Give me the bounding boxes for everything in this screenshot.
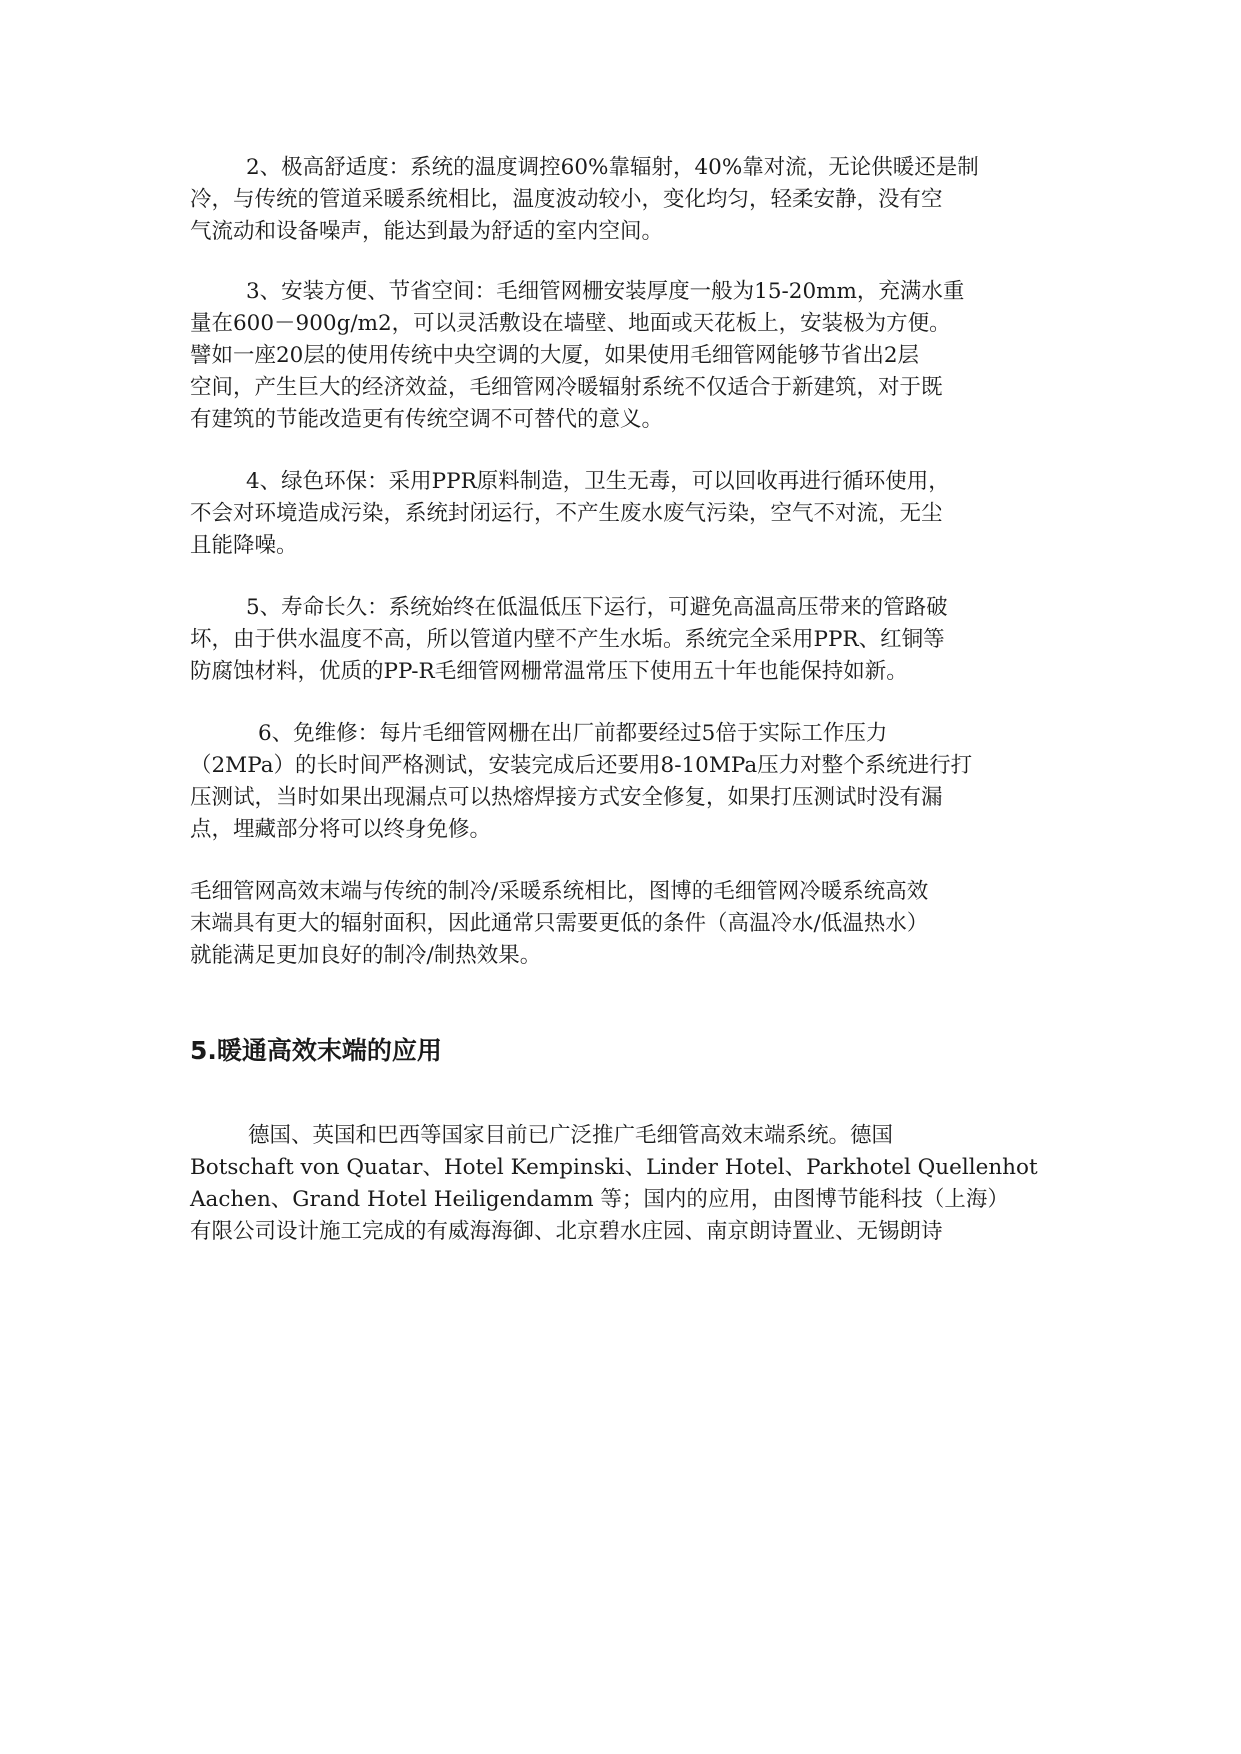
paragraph-lifespan [190,592,1070,688]
paragraph-line: Aachen、Grand Hotel Heiligendamm 等；国内的应用，由图博节能科技（上海） [190,1187,1009,1212]
paragraph-line: 就能满足更加良好的制冷/制热效果。 [190,943,542,968]
paragraph-line: 量在600－900g/m2，可以灵活敷设在墙壁、地面或天花板上，安装极为方便。 [190,311,951,336]
paragraph-line: 压测试，当时如果出现漏点可以热熔焊接方式安全修复，如果打压测试时没有漏 [190,785,943,810]
paragraph-line: 且能降噪。 [190,533,298,558]
paragraph-line: 5、寿命长久：系统始终在低温低压下运行，可避免高温高压带来的管路破 [246,595,948,620]
paragraph-line: 有建筑的节能改造更有传统空调不可替代的意义。 [190,407,664,432]
paragraph-line: 末端具有更大的辐射面积，因此通常只需要更低的条件（高温冷水/低温热水） [190,911,929,936]
paragraph-line: 3、安装方便、节省空间：毛细管网栅安装厚度一般为15-20mm，充满水重 [246,279,965,304]
paragraph-line: 2、极高舒适度：系统的温度调控60%靠辐射，40%靠对流，无论供暖还是制 [246,155,979,180]
paragraph-line: 不会对环境造成污染，系统封闭运行，不产生废水废气污染，空气不对流，无尘 [190,501,943,526]
paragraph-line: 点，埋藏部分将可以终身免修。 [190,817,492,842]
paragraph-installation [190,276,1070,436]
paragraph-line: 譬如一座20层的使用传统中央空调的大厦，如果使用毛细管网能够节省出2层 [190,343,920,368]
paragraph-line: （2MPa）的长时间严格测试，安装完成后还要用8-10MPa压力对整个系统进行打 [190,753,973,778]
paragraph-line: 4、绿色环保：采用PPR原料制造，卫生无毒，可以回收再进行循环使用， [246,469,950,494]
paragraph-line: 气流动和设备噪声，能达到最为舒适的室内空间。 [190,219,664,244]
paragraph-line: 德国、英国和巴西等国家目前已广泛推广毛细管高效末端系统。德国 [248,1123,894,1148]
paragraph-line: 空间，产生巨大的经济效益，毛细管网冷暖辐射系统不仅适合于新建筑，对于既 [190,375,943,400]
paragraph-line: 6、免维修：每片毛细管网栅在出厂前都要经过5倍于实际工作压力 [258,721,888,746]
paragraph-comparison [190,876,1070,972]
paragraph-maintenance-free [190,718,1070,846]
paragraph-applications [190,1120,1070,1248]
paragraph-line: Botschaft von Quatar、Hotel Kempinski、Linder Hotel、Parkhotel Quellenhot [190,1155,1038,1180]
paragraph-line: 毛细管网高效末端与传统的制冷/采暖系统相比，图博的毛细管网冷暖系统高效 [190,879,929,904]
paragraph-line: 坏，由于供水温度不高，所以管道内壁不产生水垢。系统完全采用PPR、红铜等 [190,627,945,652]
paragraph-line: 有限公司设计施工完成的有威海海御、北京碧水庄园、南京朗诗置业、无锡朗诗 [190,1219,943,1244]
paragraph-line: 冷，与传统的管道采暖系统相比，温度波动较小，变化均匀，轻柔安静，没有空 [190,187,943,212]
section-heading: 5.暖通高效末端的应用 [190,1036,442,1065]
paragraph-line: 防腐蚀材料，优质的PP-R毛细管网栅常温常压下使用五十年也能保持如新。 [190,659,908,684]
paragraph-comfort [190,152,1070,248]
paragraph-environmental [190,466,1070,562]
